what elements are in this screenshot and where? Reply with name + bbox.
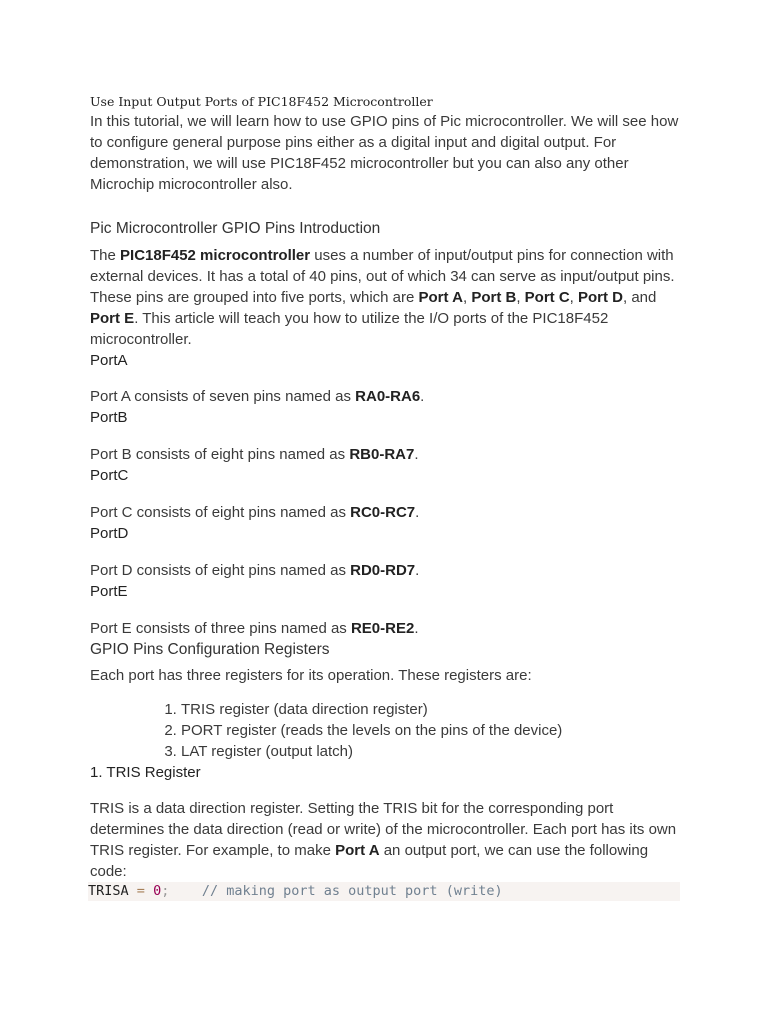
tris-paragraph [90, 798, 680, 882]
code-space [169, 883, 202, 899]
text-span: Port B consists of eight pins named as [90, 446, 350, 463]
list-item: 1. TRIS register (data direction register) [181, 699, 680, 720]
code-operator: = [136, 883, 145, 899]
mcu-name: PIC18F452 microcontroller [120, 247, 311, 264]
registers-heading: GPIO Pins Configuration Registers [90, 641, 330, 658]
port-label: PortA [90, 352, 128, 369]
text-span: uses a number of input/output pins for connection with external devices. It has a total of 40 pins, out of which 34 can serve as input/output pins. These pins are grouped into five ports, which are [90, 247, 675, 306]
text-span: , [462, 289, 472, 306]
text-span: . [414, 620, 419, 637]
pin-range: RD0-RD7 [350, 562, 416, 579]
article-title: Use Input Output Ports of PIC18F452 Microcontroller [90, 94, 433, 109]
port-description [90, 386, 680, 407]
port-e-ref: Port E [90, 310, 135, 327]
text-span: Port A consists of seven pins named as [90, 388, 356, 405]
port-d-ref: Port D [578, 289, 623, 306]
text-span: . [420, 388, 425, 405]
text-span: an output port, we can use the following code: [90, 842, 649, 880]
list-item: 2. PORT register (reads the levels on the pins of the device) [181, 720, 680, 741]
pin-range: RE0-RE2 [350, 620, 415, 637]
pin-range: RA0-RA6 [355, 388, 421, 405]
port-description [90, 618, 680, 639]
registers-list [90, 699, 680, 762]
port-label: PortD [90, 525, 129, 542]
text-span: . [415, 562, 420, 579]
text-span: , [569, 289, 578, 306]
list-item: 3. LAT register (output latch) [181, 741, 680, 762]
port-description [90, 444, 680, 465]
intro-paragraph: In this tutorial, we will learn how to use GPIO pins of Pic microcontroller. We will see how to configure general purpose pins either as a digital input and digital output. For demonstration, we will use PIC18F452 microcontroller but you can also any other Microchip microcontroller also. [90, 113, 679, 193]
text-span: Port D consists of eight pins named as [90, 562, 351, 579]
text-span: . This article will teach you how to utilize the I/O ports of the PIC18F452 microcontroller. [90, 310, 609, 348]
port-description [90, 560, 680, 581]
text-span: . [415, 504, 420, 521]
port-a-ref: Port A [418, 289, 463, 306]
text-span: Port E consists of three pins named as [90, 620, 351, 637]
code-number: 0 [153, 883, 162, 899]
text-span: , and [623, 289, 657, 306]
registers-intro: Each port has three registers for its operation. These registers are: [90, 667, 532, 684]
article-content [90, 94, 680, 901]
code-comment: // making port as output port (write) [201, 883, 503, 899]
port-label: PortC [90, 467, 129, 484]
code-space [145, 883, 153, 899]
tris-heading: 1. TRIS Register [90, 764, 201, 781]
code-identifier: TRISA [88, 883, 137, 899]
code-block [88, 882, 680, 901]
text-span: The [90, 247, 121, 264]
port-description [90, 502, 680, 523]
port-c-ref: Port C [524, 289, 570, 306]
text-span: Port C consists of eight pins named as [90, 504, 351, 521]
port-b-ref: Port B [471, 289, 517, 306]
gpio-intro-heading: Pic Microcontroller GPIO Pins Introduction [90, 220, 381, 237]
gpio-intro-paragraph [90, 245, 680, 350]
text-span: , [516, 289, 525, 306]
text-span: . [414, 446, 419, 463]
code-punctuation: ; [161, 883, 170, 899]
port-a-ref: Port A [335, 842, 380, 859]
pin-range: RB0-RA7 [349, 446, 415, 463]
port-label: PortB [90, 409, 128, 426]
pin-range: RC0-RC7 [350, 504, 416, 521]
port-label: PortE [90, 583, 128, 600]
text-span: TRIS is a data direction register. Setting the TRIS bit for the corresponding port determines the data direction (read or write) of the microcontroller. Each port has its own TRIS register. For example, to make [90, 800, 677, 859]
